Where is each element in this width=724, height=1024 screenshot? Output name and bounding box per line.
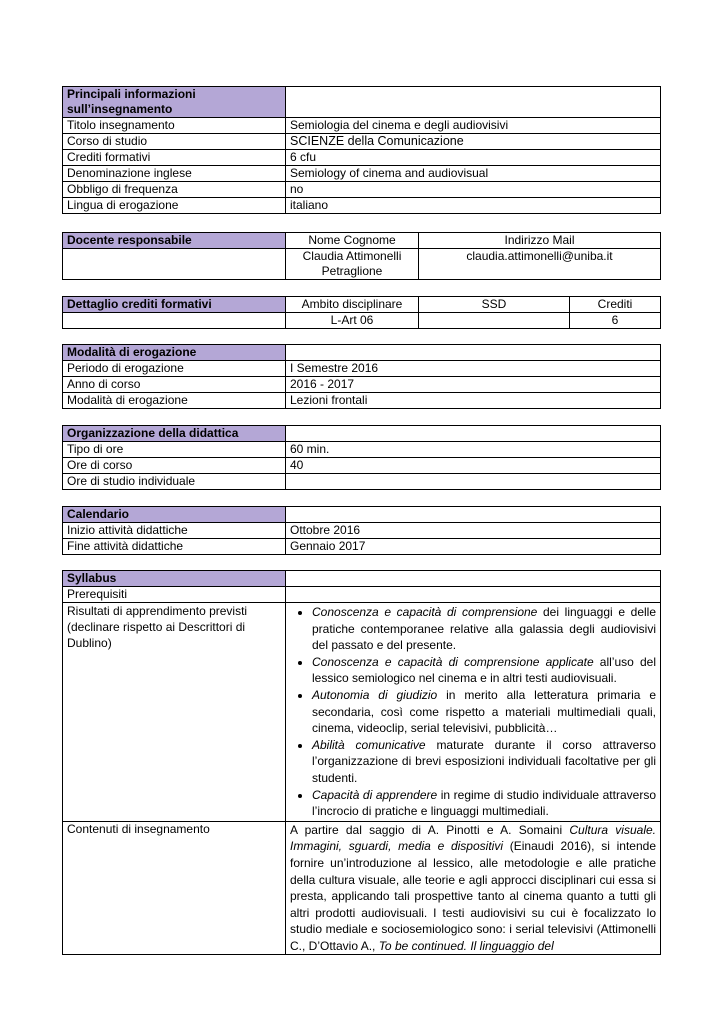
contenuti-title-em: To be continued. Il linguaggio del bbox=[378, 938, 554, 953]
modalita-header-blank bbox=[286, 345, 661, 361]
info-value: SCIENZE della Comunicazione bbox=[286, 134, 661, 150]
info-value: 6 cfu bbox=[286, 150, 661, 166]
crediti-blank bbox=[63, 313, 286, 329]
info-row bbox=[63, 118, 661, 134]
organizzazione-table bbox=[62, 425, 661, 490]
info-row bbox=[63, 182, 661, 198]
principali-header-blank bbox=[286, 87, 661, 118]
list-item bbox=[312, 654, 656, 687]
item-emphasis: Abilità comunicative bbox=[312, 737, 426, 752]
prerequisiti-value bbox=[286, 587, 661, 603]
info-row bbox=[63, 134, 661, 150]
item-text: dei linguaggi e delle pratiche contemporanee relative alla galassia degli audiovisivi del passato e del presente. bbox=[312, 605, 656, 653]
info-label: Inizio attività didattiche bbox=[63, 523, 286, 539]
info-row bbox=[63, 377, 661, 393]
prerequisiti-label: Prerequisiti bbox=[63, 587, 286, 603]
info-row bbox=[63, 198, 661, 214]
info-row bbox=[63, 393, 661, 409]
crediti-ssd bbox=[419, 313, 570, 329]
info-value: Gennaio 2017 bbox=[286, 539, 661, 555]
info-label: Titolo insegnamento bbox=[63, 118, 286, 134]
docente-row bbox=[63, 249, 661, 280]
calendario-title: Calendario bbox=[63, 507, 286, 523]
docente-mail[interactable]: claudia.attimonelli@uniba.it bbox=[419, 249, 661, 280]
info-value: 2016 - 2017 bbox=[286, 377, 661, 393]
syllabus-title: Syllabus bbox=[63, 571, 286, 587]
info-label: Crediti formativi bbox=[63, 150, 286, 166]
contenuti-label: Contenuti di insegnamento bbox=[63, 821, 286, 955]
item-text: in regime di studio individuale attraverso l’incrocio di pratiche e linguaggi multimediali. bbox=[312, 787, 656, 819]
info-row bbox=[63, 166, 661, 182]
info-value: Semiology of cinema and audiovisual bbox=[286, 166, 661, 182]
info-value: no bbox=[286, 182, 661, 198]
calendario-header-blank bbox=[286, 507, 661, 523]
organizzazione-title: Organizzazione della didattica bbox=[63, 426, 286, 442]
docente-col-mail: Indirizzo Mail bbox=[419, 233, 661, 249]
info-value: Ottobre 2016 bbox=[286, 523, 661, 539]
list-item bbox=[312, 787, 656, 820]
info-value: italiano bbox=[286, 198, 661, 214]
item-emphasis: Autonomia di giudizio bbox=[312, 687, 438, 702]
contenuti-part: A partire dal saggio di A. Pinotti e A. Somaini bbox=[290, 822, 570, 837]
crediti-col-ssd: SSD bbox=[419, 297, 570, 313]
list-item bbox=[312, 687, 656, 737]
item-text: maturate durante il corso attraverso l’organizzazione di brevi esposizioni individuali facoltative per gli studenti. bbox=[312, 737, 656, 785]
info-label: Fine attività didattiche bbox=[63, 539, 286, 555]
info-value: Semiologia del cinema e degli audiovisivi bbox=[286, 118, 661, 134]
info-label: Corso di studio bbox=[63, 134, 286, 150]
calendario-table bbox=[62, 506, 661, 555]
item-emphasis: Conoscenza e capacità di comprensione applicate bbox=[312, 654, 594, 669]
crediti-col-ambito: Ambito disciplinare bbox=[286, 297, 419, 313]
crediti-header-row bbox=[63, 297, 661, 313]
info-label: Denominazione inglese bbox=[63, 166, 286, 182]
info-label: Obbligo di frequenza bbox=[63, 182, 286, 198]
info-value: 40 bbox=[286, 458, 661, 474]
info-label: Modalità di erogazione bbox=[63, 393, 286, 409]
syllabus-table bbox=[62, 570, 661, 955]
risultati-value bbox=[286, 603, 661, 822]
organizzazione-header-blank bbox=[286, 426, 661, 442]
crediti-value: 6 bbox=[570, 313, 661, 329]
modalita-table bbox=[62, 344, 661, 409]
risultati-label: Risultati di apprendimento previsti (declinare rispetto ai Descrittori di Dublino) bbox=[63, 603, 286, 822]
info-label: Ore di corso bbox=[63, 458, 286, 474]
info-label: Ore di studio individuale bbox=[63, 474, 286, 490]
modalita-header-row bbox=[63, 345, 661, 361]
info-value: Lezioni frontali bbox=[286, 393, 661, 409]
info-row bbox=[63, 442, 661, 458]
info-value bbox=[286, 474, 661, 490]
list-item bbox=[312, 604, 656, 654]
info-row bbox=[63, 458, 661, 474]
prerequisiti-row bbox=[63, 587, 661, 603]
principali-title: Principali informazioni sull’insegnamento bbox=[63, 87, 286, 118]
crediti-ambito: L-Art 06 bbox=[286, 313, 419, 329]
docente-name: Claudia Attimonelli Petraglione bbox=[286, 249, 419, 280]
contenuti-value bbox=[286, 821, 661, 955]
info-row bbox=[63, 523, 661, 539]
syllabus-header-row bbox=[63, 571, 661, 587]
docente-table bbox=[62, 232, 661, 280]
info-label: Lingua di erogazione bbox=[63, 198, 286, 214]
calendario-header-row bbox=[63, 507, 661, 523]
info-label: Periodo di erogazione bbox=[63, 361, 286, 377]
docente-col-name: Nome Cognome bbox=[286, 233, 419, 249]
item-emphasis: Conoscenza e capacità di comprensione bbox=[312, 605, 538, 619]
item-text: in merito alla letteratura primaria e secondaria, così come rispetto a materiali multimediali quali, cinema, videoclip, serial televisivi, pubblicità… bbox=[312, 687, 656, 736]
info-label: Tipo di ore bbox=[63, 442, 286, 458]
info-row bbox=[63, 539, 661, 555]
list-item bbox=[312, 737, 656, 787]
crediti-col-crediti: Crediti bbox=[570, 297, 661, 313]
principali-header-row bbox=[63, 87, 661, 118]
docente-title: Docente responsabile bbox=[63, 233, 286, 249]
risultati-list bbox=[290, 604, 656, 820]
contenuti-row bbox=[63, 821, 661, 955]
crediti-row bbox=[63, 313, 661, 329]
info-value: I Semestre 2016 bbox=[286, 361, 661, 377]
contenuti-title-em: Cultura visuale. Immagini, sguardi, media e dispositivi bbox=[290, 822, 656, 854]
crediti-title: Dettaglio crediti formativi bbox=[63, 297, 286, 313]
crediti-table bbox=[62, 296, 661, 329]
info-value: 60 min. bbox=[286, 442, 661, 458]
organizzazione-header-row bbox=[63, 426, 661, 442]
risultati-row bbox=[63, 603, 661, 822]
info-row bbox=[63, 474, 661, 490]
info-label: Anno di corso bbox=[63, 377, 286, 393]
modalita-title: Modalità di erogazione bbox=[63, 345, 286, 361]
item-text: all’uso del lessico semiologico nel cinema e in altri testi audiovisuali. bbox=[312, 654, 656, 686]
contenuti-part: (Einaudi 2016), si intende fornire un’introduzione al lessico, alle metodologie e alle pratiche della cultura visuale, alle teorie e agli approcci disciplinari cui essa si presta, applicando tali prospettive tanto al cinema quanto a tutti gli altri prodotti audiovisuali. I testi audiovisivi su cui è focalizzato lo studio mediale e sociosemiologico sono: i serial televisivi (Attimonelli C., D’Ottavio A., bbox=[290, 839, 656, 953]
info-row bbox=[63, 150, 661, 166]
docente-header-row bbox=[63, 233, 661, 249]
syllabus-header-blank bbox=[286, 571, 661, 587]
info-row bbox=[63, 361, 661, 377]
docente-blank bbox=[63, 249, 286, 280]
principali-table bbox=[62, 86, 661, 214]
item-emphasis: Capacità di apprendere bbox=[312, 787, 438, 802]
contenuti-text bbox=[290, 822, 656, 955]
